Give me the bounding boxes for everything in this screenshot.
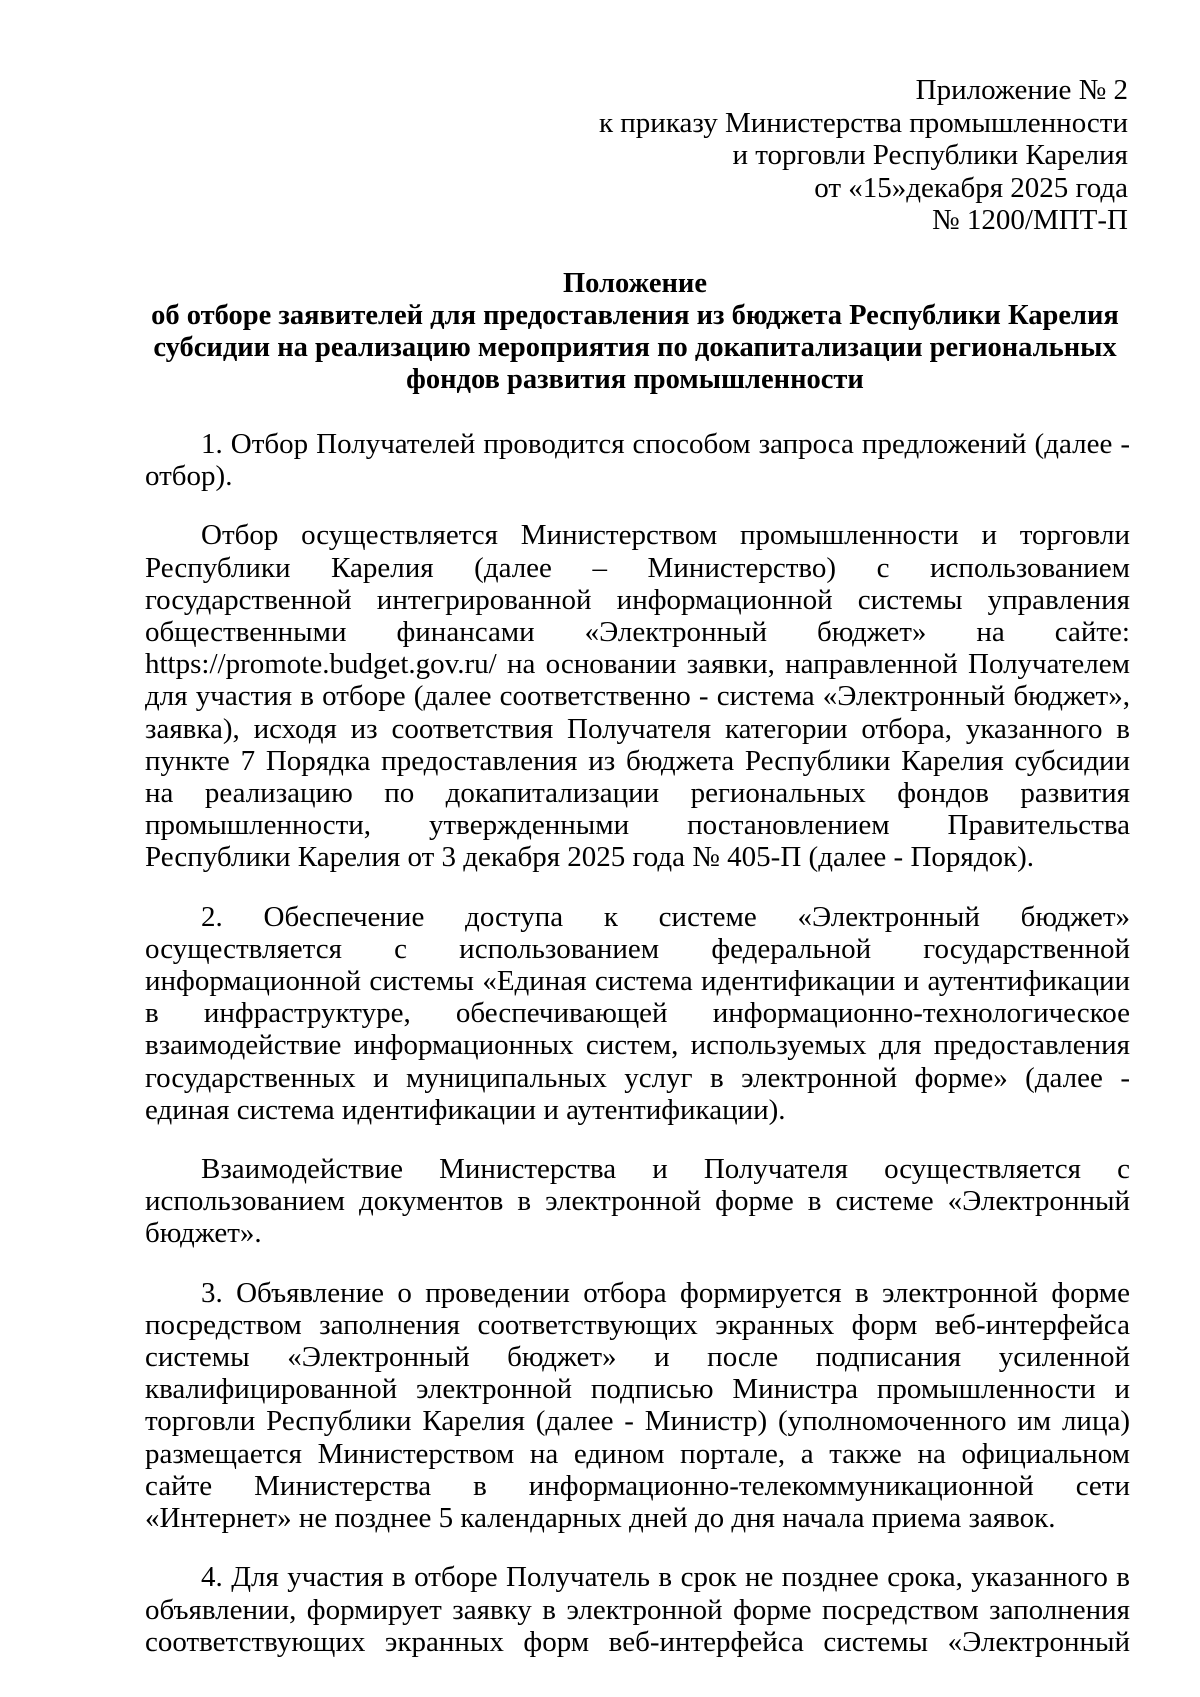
title-line-1: Положение (562, 268, 707, 299)
order-reference-line: к приказу Министерства промышленности (598, 106, 1128, 139)
appendix-header (428, 74, 1128, 237)
document-body (145, 428, 1130, 1685)
paragraph-1-continued: Отбор осуществляется Министерством промышленности и торговли Республики Карелия (далее – Министерство) с использованием государственной интегрированной информационной системы управления общественными финансами «Электронный бюджет» на сайте: https://promote.budget.gov.ru/ на основании заявки, направленной Получателем для участия в отборе (далее соответственно - система «Электронный бюджет», заявка), исходя из соответствия Получателя категории отбора, указанного в пункте 7 Порядка предоставления из бюджета Республики Карелия субсидии на реализацию по докапитализации региональных фондов развития промышленности, утвержденными постановлением Правительства Республики Карелия от 3 декабря 2025 года № 405-П (далее - Порядок). (145, 519, 1130, 874)
order-date: от «15»декабря 2025 года (814, 171, 1128, 204)
paragraph-2: 2. Обеспечение доступа к системе «Электронный бюджет» осуществляется с использованием федеральной государственной информационной системы «Единая система идентификации и аутентификации в инфраструктуре, обеспечивающей информационно-технологическое взаимодействие информационных систем, используемых для предоставления государственных и муниципальных услуг в электронной форме» (далее - единая система идентификации и аутентификации). (145, 900, 1130, 1126)
ministry-line: и торговли Республики Карелия (732, 139, 1128, 171)
paragraph-4: 4. Для участия в отборе Получатель в срок не позднее срока, указанного в объявлении, формирует заявку в электронной форме посредством заполнения соответствующих экранных форм веб-интерфейса системы «Электронный (145, 1561, 1130, 1658)
paragraph-1: 1. Отбор Получателей проводится способом запроса предложений (далее - отбор). (145, 428, 1130, 493)
title-line-4: фондов развития промышленности (406, 364, 864, 395)
appendix-number: Приложение № 2 (915, 74, 1128, 106)
order-number: № 1200/МПТ-П (931, 204, 1128, 236)
title-line-2: об отборе заявителей для предоставления из бюджета Республики Карелия (151, 300, 1119, 331)
document-title (140, 268, 1130, 396)
title-line-3: субсидии на реализацию мероприятия по докапитализации региональных (153, 332, 1117, 363)
paragraph-3: 3. Объявление о проведении отбора формируется в электронной форме посредством заполнения соответствующих экранных форм веб-интерфейса системы «Электронный бюджет» и после подписания усиленной квалифицированной электронной подписью Министра промышленности и торговли Республики Карелия (далее - Министр) (уполномоченного им лица) размещается Министерством на едином портале, а также на официальном сайте Министерства в информационно-телекоммуникационной сети «Интернет» не позднее 5 календарных дней до дня начала приема заявок. (145, 1276, 1130, 1535)
paragraph-2-continued: Взаимодействие Министерства и Получателя осуществляется с использованием документов в электронной форме в системе «Электронный бюджет». (145, 1153, 1130, 1250)
